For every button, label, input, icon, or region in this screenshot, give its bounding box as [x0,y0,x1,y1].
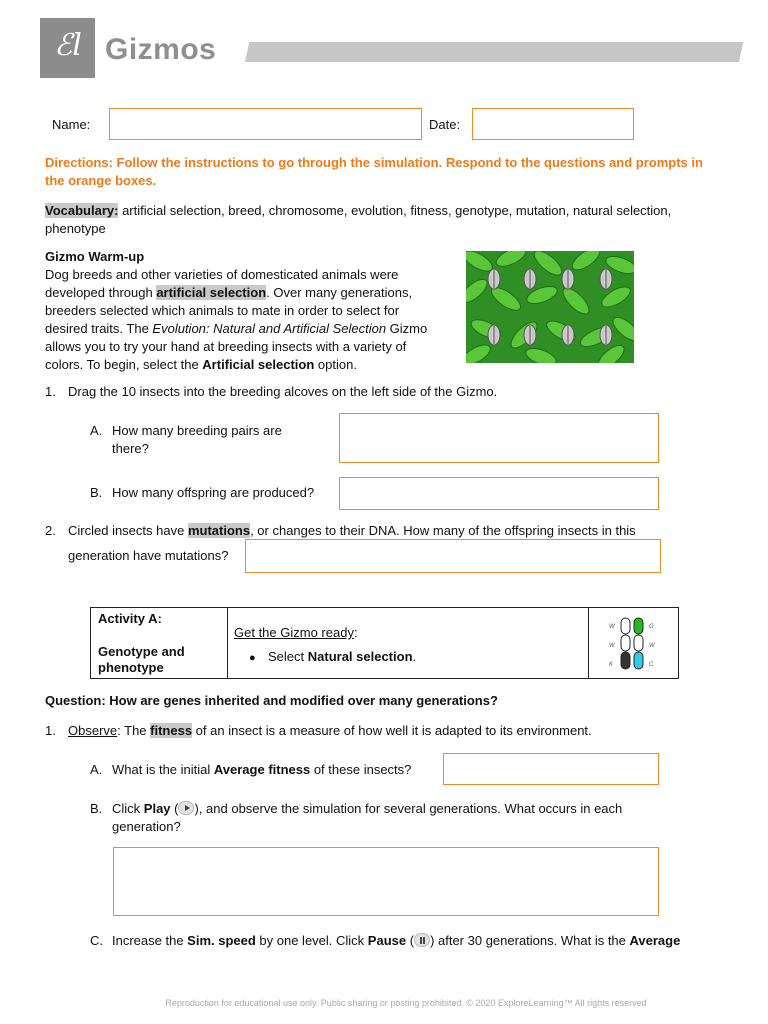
footer-copyright: Reproduction for educational use only. Public sharing or posting prohibited. © 2020 ExploreLearning™ All rights reserved [165,998,647,1008]
svg-text:G: G [649,624,654,630]
insect-icon [600,325,612,345]
obs-a-letter: A. [90,762,103,777]
q2-line2: generation have mutations? [68,548,229,563]
breeding-pairs-answer[interactable] [339,413,659,463]
insect-icon [524,269,536,289]
obs-c-letter: C. [90,933,103,948]
mutations-answer[interactable] [245,539,661,573]
obs-text: Observe: The fitness of an insect is a measure of how well it is adapted to its environment. [68,723,592,738]
q1a-text: How many breeding pairs are there? [112,423,282,456]
activity-title-cell [91,608,228,678]
pause-icon [414,933,430,947]
activity-table [90,607,679,679]
select-natural-selection: Select Natural selection. [268,649,417,664]
svg-text:W: W [609,643,615,649]
brand-title: Gizmos [105,33,217,66]
play-icon [178,801,194,815]
svg-text:W: W [649,643,655,649]
explorelearning-logo-icon: ℰl [54,28,82,63]
warmup-line: allows you to try your hand at breeding insects with a variety of [45,339,407,354]
question-heading: Question: How are genes inherited and modified over many generations? [45,693,498,708]
activity-title: Activity A: [98,611,162,626]
q2-number: 2. [45,523,56,538]
insect-icon [562,325,574,345]
chromosome-icon [607,614,663,674]
vocabulary-label: Vocabulary: [45,203,119,218]
q1a-letter: A. [90,423,103,438]
insect-icon [488,269,500,289]
svg-text:W: W [609,624,615,630]
vocabulary [45,202,735,238]
warmup-line: desired traits. The Evolution: Natural and Artificial Selection Gizmo [45,321,428,336]
insect-icon [600,269,612,289]
obs-c-text: Increase the Sim. speed by one level. Click Pause ( ) after 30 generations. What is the Average [112,933,681,948]
gizmo-ready-label: Get the Gizmo ready: [234,625,358,640]
chromosome-cell [588,608,678,678]
q1-text: Drag the 10 insects into the breeding alcoves on the left side of the Gizmo. [68,384,498,399]
fitness-term: fitness [150,723,193,738]
warmup-line: colors. To begin, select the Artificial selection option. [45,357,357,372]
warmup-line: developed through artificial selection. Over many generations, [45,285,413,300]
generation-observation-answer[interactable] [113,847,659,916]
warmup-line: breeders selected which animals to mate in order to select for [45,303,400,318]
obs-b-text: Click Play ( ), and observe the simulation for several generations. What occurs in each generation? [112,801,623,834]
obs-number: 1. [45,723,56,738]
activity-subtitle: Genotype and phenotype [98,644,185,675]
offspring-answer[interactable] [339,477,659,510]
svg-text:K: K [609,662,614,668]
insect-icon [562,269,574,289]
warmup-section [45,248,465,374]
directions-text: Directions: Follow the instructions to go through the simulation. Respond to the questions and prompts in the orange boxes. [45,155,703,188]
date-label: Date: [429,117,461,132]
name-input[interactable] [109,108,422,140]
insect-icon [488,325,500,345]
bullet-icon: ● [249,652,256,664]
q1b-letter: B. [90,485,103,500]
average-fitness-answer[interactable] [443,753,659,785]
svg-text:C: C [649,662,654,668]
obs-b-letter: B. [90,801,103,816]
obs-a-text: What is the initial Average fitness of these insects? [112,762,412,777]
warmup-heading: Gizmo Warm-up [45,249,145,264]
q2-line1: Circled insects have mutations, or changes to their DNA. How many of the offspring insects in this [68,523,636,538]
q1-number: 1. [45,384,56,399]
artificial-selection-term: artificial selection [156,285,267,300]
mutations-term: mutations [187,523,251,538]
insect-icon [524,325,536,345]
name-label: Name: [52,117,91,132]
warmup-line: Dog breeds and other varieties of domesticated animals were [45,267,399,282]
insects-on-leaves-image [466,251,634,363]
q1b-text: How many offspring are produced? [112,485,315,500]
vocabulary-terms: artificial selection, breed, chromosome, evolution, fitness, genotype, mutation, natural selection, phenotype [45,203,672,236]
date-input[interactable] [472,108,634,140]
header-bar [245,42,743,62]
